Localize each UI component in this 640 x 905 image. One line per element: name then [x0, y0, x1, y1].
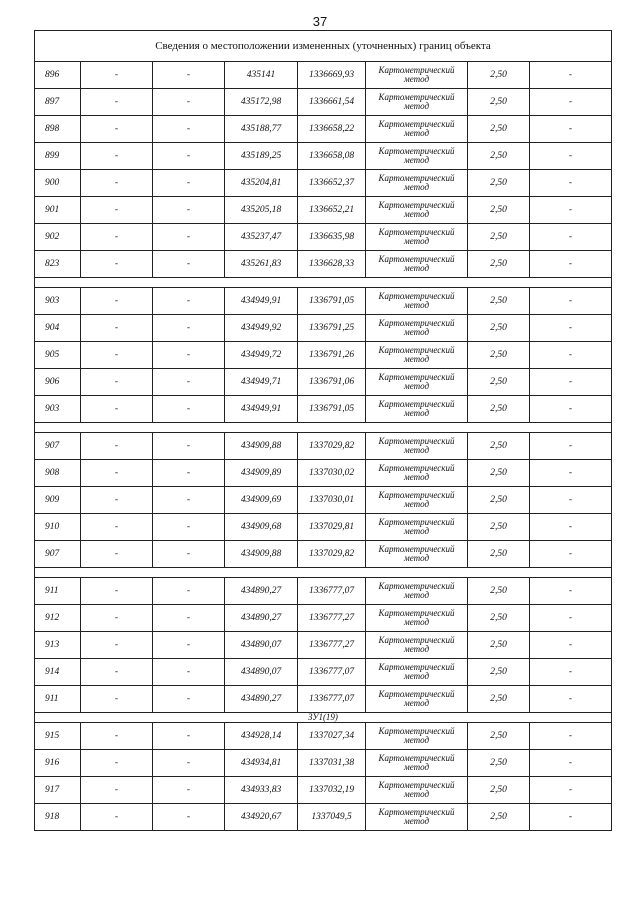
table-row: [35, 315, 612, 342]
accuracy-cell: 2,50: [468, 170, 530, 197]
x-coordinate: 434934,81: [225, 750, 298, 777]
table-row: [35, 251, 612, 278]
description-cell: -: [530, 62, 612, 89]
point-number: 901: [35, 197, 81, 224]
old-y-cell: -: [153, 143, 225, 170]
table-row: [35, 750, 612, 777]
accuracy-cell: 2,50: [468, 632, 530, 659]
y-coordinate: 1337030,01: [298, 487, 366, 514]
description-cell: -: [530, 659, 612, 686]
y-coordinate: 1336791,05: [298, 288, 366, 315]
x-coordinate: 434909,68: [225, 514, 298, 541]
accuracy-cell: 2,50: [468, 224, 530, 251]
old-x-cell: -: [81, 804, 153, 831]
x-coordinate: 434920,67: [225, 804, 298, 831]
old-y-cell: -: [153, 804, 225, 831]
y-coordinate: 1336635,98: [298, 224, 366, 251]
y-coordinate: 1336658,22: [298, 116, 366, 143]
accuracy-cell: 2,50: [468, 460, 530, 487]
old-y-cell: -: [153, 396, 225, 423]
description-cell: -: [530, 750, 612, 777]
old-x-cell: -: [81, 143, 153, 170]
old-x-cell: -: [81, 288, 153, 315]
description-cell: -: [530, 116, 612, 143]
table-row: [35, 632, 612, 659]
old-x-cell: -: [81, 777, 153, 804]
old-y-cell: -: [153, 578, 225, 605]
table-row: [35, 723, 612, 750]
method-cell: Картометрический метод: [366, 605, 468, 632]
page-number: 37: [312, 14, 328, 29]
description-cell: -: [530, 224, 612, 251]
method-cell: Картометрический метод: [366, 342, 468, 369]
table-row: [35, 369, 612, 396]
method-cell: Картометрический метод: [366, 433, 468, 460]
point-number: 910: [35, 514, 81, 541]
table-row: [35, 342, 612, 369]
point-number: 902: [35, 224, 81, 251]
description-cell: -: [530, 723, 612, 750]
point-number: 907: [35, 433, 81, 460]
description-cell: -: [530, 342, 612, 369]
x-coordinate: 435141: [225, 62, 298, 89]
y-coordinate: 1337032,19: [298, 777, 366, 804]
accuracy-cell: 2,50: [468, 487, 530, 514]
point-number: 911: [35, 578, 81, 605]
old-x-cell: -: [81, 578, 153, 605]
method-cell: Картометрический метод: [366, 288, 468, 315]
y-coordinate: 1336652,37: [298, 170, 366, 197]
table-row: [35, 686, 612, 713]
x-coordinate: 434928,14: [225, 723, 298, 750]
old-x-cell: -: [81, 62, 153, 89]
table-row: [35, 170, 612, 197]
y-coordinate: 1336791,05: [298, 396, 366, 423]
group-separator-row: [35, 423, 612, 433]
old-y-cell: -: [153, 541, 225, 568]
point-number: 907: [35, 541, 81, 568]
accuracy-cell: 2,50: [468, 89, 530, 116]
old-x-cell: -: [81, 89, 153, 116]
method-cell: Картометрический метод: [366, 487, 468, 514]
old-y-cell: -: [153, 315, 225, 342]
old-x-cell: -: [81, 632, 153, 659]
old-x-cell: -: [81, 116, 153, 143]
method-cell: Картометрический метод: [366, 723, 468, 750]
x-coordinate: 434933,83: [225, 777, 298, 804]
method-cell: Картометрический метод: [366, 143, 468, 170]
table-row: [35, 62, 612, 89]
x-coordinate: 435204,81: [225, 170, 298, 197]
accuracy-cell: 2,50: [468, 777, 530, 804]
accuracy-cell: 2,50: [468, 288, 530, 315]
point-number: 914: [35, 659, 81, 686]
old-y-cell: -: [153, 116, 225, 143]
point-number: 903: [35, 288, 81, 315]
table-row: [35, 197, 612, 224]
table-row: [35, 804, 612, 831]
old-x-cell: -: [81, 514, 153, 541]
y-coordinate: 1337031,38: [298, 750, 366, 777]
old-y-cell: -: [153, 777, 225, 804]
method-cell: Картометрический метод: [366, 460, 468, 487]
description-cell: -: [530, 369, 612, 396]
table-row: [35, 460, 612, 487]
table-row: [35, 578, 612, 605]
method-cell: Картометрический метод: [366, 659, 468, 686]
description-cell: -: [530, 605, 612, 632]
description-cell: -: [530, 514, 612, 541]
old-y-cell: -: [153, 170, 225, 197]
old-y-cell: -: [153, 632, 225, 659]
accuracy-cell: 2,50: [468, 514, 530, 541]
method-cell: Картометрический метод: [366, 578, 468, 605]
group-label-row: [35, 713, 612, 723]
old-x-cell: -: [81, 686, 153, 713]
x-coordinate: 434890,27: [225, 578, 298, 605]
table-row: [35, 89, 612, 116]
description-cell: -: [530, 197, 612, 224]
old-x-cell: -: [81, 487, 153, 514]
boundary-table-container: [34, 30, 611, 831]
x-coordinate: 435205,18: [225, 197, 298, 224]
y-coordinate: 1337049,5: [298, 804, 366, 831]
accuracy-cell: 2,50: [468, 315, 530, 342]
old-y-cell: -: [153, 686, 225, 713]
group-separator: [35, 568, 612, 578]
x-coordinate: 434949,71: [225, 369, 298, 396]
method-cell: Картометрический метод: [366, 89, 468, 116]
point-number: 823: [35, 251, 81, 278]
table-row: [35, 487, 612, 514]
description-cell: -: [530, 315, 612, 342]
table-row: [35, 541, 612, 568]
y-coordinate: 1336661,54: [298, 89, 366, 116]
y-coordinate: 1336777,27: [298, 632, 366, 659]
x-coordinate: 434890,07: [225, 659, 298, 686]
table-row: [35, 659, 612, 686]
point-number: 912: [35, 605, 81, 632]
old-x-cell: -: [81, 251, 153, 278]
point-number: 900: [35, 170, 81, 197]
point-number: 909: [35, 487, 81, 514]
y-coordinate: 1337029,81: [298, 514, 366, 541]
old-x-cell: -: [81, 605, 153, 632]
y-coordinate: 1336652,21: [298, 197, 366, 224]
group-separator: [35, 278, 612, 288]
table-row: [35, 777, 612, 804]
point-number: 906: [35, 369, 81, 396]
table-row: [35, 514, 612, 541]
method-cell: Картометрический метод: [366, 315, 468, 342]
x-coordinate: 434949,91: [225, 396, 298, 423]
accuracy-cell: 2,50: [468, 396, 530, 423]
description-cell: -: [530, 541, 612, 568]
x-coordinate: 434909,69: [225, 487, 298, 514]
old-y-cell: -: [153, 197, 225, 224]
x-coordinate: 434909,88: [225, 433, 298, 460]
accuracy-cell: 2,50: [468, 433, 530, 460]
x-coordinate: 435189,25: [225, 143, 298, 170]
description-cell: -: [530, 777, 612, 804]
x-coordinate: 435261,83: [225, 251, 298, 278]
x-coordinate: 434949,92: [225, 315, 298, 342]
description-cell: -: [530, 143, 612, 170]
accuracy-cell: 2,50: [468, 143, 530, 170]
group-separator: [35, 423, 612, 433]
table-row: [35, 605, 612, 632]
method-cell: Картометрический метод: [366, 170, 468, 197]
description-cell: -: [530, 170, 612, 197]
table-title: Сведения о местоположении измененных (уточненных) границ объекта: [35, 31, 612, 62]
old-y-cell: -: [153, 251, 225, 278]
old-y-cell: -: [153, 487, 225, 514]
old-x-cell: -: [81, 315, 153, 342]
x-coordinate: 434909,88: [225, 541, 298, 568]
method-cell: Картометрический метод: [366, 116, 468, 143]
x-coordinate: 434890,27: [225, 605, 298, 632]
point-number: 918: [35, 804, 81, 831]
method-cell: Картометрический метод: [366, 804, 468, 831]
accuracy-cell: 2,50: [468, 251, 530, 278]
group-separator-row: [35, 568, 612, 578]
old-y-cell: -: [153, 62, 225, 89]
old-x-cell: -: [81, 396, 153, 423]
accuracy-cell: 2,50: [468, 723, 530, 750]
y-coordinate: 1336777,27: [298, 605, 366, 632]
old-x-cell: -: [81, 750, 153, 777]
description-cell: -: [530, 578, 612, 605]
accuracy-cell: 2,50: [468, 197, 530, 224]
y-coordinate: 1336777,07: [298, 578, 366, 605]
point-number: 913: [35, 632, 81, 659]
old-y-cell: -: [153, 605, 225, 632]
method-cell: Картометрический метод: [366, 541, 468, 568]
accuracy-cell: 2,50: [468, 686, 530, 713]
old-x-cell: -: [81, 723, 153, 750]
old-y-cell: -: [153, 89, 225, 116]
method-cell: Картометрический метод: [366, 396, 468, 423]
accuracy-cell: 2,50: [468, 804, 530, 831]
description-cell: -: [530, 288, 612, 315]
old-y-cell: -: [153, 224, 225, 251]
x-coordinate: 434949,72: [225, 342, 298, 369]
old-y-cell: -: [153, 433, 225, 460]
table-row: [35, 143, 612, 170]
description-cell: -: [530, 396, 612, 423]
old-x-cell: -: [81, 342, 153, 369]
old-y-cell: -: [153, 460, 225, 487]
old-x-cell: -: [81, 170, 153, 197]
point-number: 898: [35, 116, 81, 143]
y-coordinate: 1336777,07: [298, 686, 366, 713]
point-number: 911: [35, 686, 81, 713]
method-cell: Картометрический метод: [366, 686, 468, 713]
table-row: [35, 433, 612, 460]
accuracy-cell: 2,50: [468, 116, 530, 143]
method-cell: Картометрический метод: [366, 62, 468, 89]
description-cell: -: [530, 251, 612, 278]
y-coordinate: 1337029,82: [298, 541, 366, 568]
group-label: ЗУ1(19): [35, 713, 612, 723]
table-header-row: [35, 31, 612, 62]
y-coordinate: 1336777,07: [298, 659, 366, 686]
point-number: 899: [35, 143, 81, 170]
description-cell: -: [530, 487, 612, 514]
old-x-cell: -: [81, 433, 153, 460]
table-row: [35, 288, 612, 315]
point-number: 915: [35, 723, 81, 750]
method-cell: Картометрический метод: [366, 197, 468, 224]
method-cell: Картометрический метод: [366, 750, 468, 777]
y-coordinate: 1336791,06: [298, 369, 366, 396]
x-coordinate: 434890,27: [225, 686, 298, 713]
method-cell: Картометрический метод: [366, 251, 468, 278]
y-coordinate: 1336791,26: [298, 342, 366, 369]
description-cell: -: [530, 433, 612, 460]
point-number: 896: [35, 62, 81, 89]
description-cell: -: [530, 686, 612, 713]
old-y-cell: -: [153, 288, 225, 315]
y-coordinate: 1337030,02: [298, 460, 366, 487]
method-cell: Картометрический метод: [366, 632, 468, 659]
y-coordinate: 1336658,08: [298, 143, 366, 170]
accuracy-cell: 2,50: [468, 659, 530, 686]
y-coordinate: 1336791,25: [298, 315, 366, 342]
y-coordinate: 1337029,82: [298, 433, 366, 460]
accuracy-cell: 2,50: [468, 541, 530, 568]
table-row: [35, 396, 612, 423]
x-coordinate: 435172,98: [225, 89, 298, 116]
old-x-cell: -: [81, 659, 153, 686]
accuracy-cell: 2,50: [468, 369, 530, 396]
point-number: 917: [35, 777, 81, 804]
accuracy-cell: 2,50: [468, 605, 530, 632]
old-y-cell: -: [153, 342, 225, 369]
x-coordinate: 434949,91: [225, 288, 298, 315]
old-x-cell: -: [81, 460, 153, 487]
boundary-table: [34, 30, 612, 831]
point-number: 903: [35, 396, 81, 423]
old-x-cell: -: [81, 369, 153, 396]
accuracy-cell: 2,50: [468, 578, 530, 605]
old-y-cell: -: [153, 723, 225, 750]
old-x-cell: -: [81, 197, 153, 224]
method-cell: Картометрический метод: [366, 369, 468, 396]
accuracy-cell: 2,50: [468, 750, 530, 777]
point-number: 916: [35, 750, 81, 777]
old-y-cell: -: [153, 659, 225, 686]
old-y-cell: -: [153, 369, 225, 396]
old-y-cell: -: [153, 514, 225, 541]
method-cell: Картометрический метод: [366, 777, 468, 804]
y-coordinate: 1337027,34: [298, 723, 366, 750]
y-coordinate: 1336669,93: [298, 62, 366, 89]
x-coordinate: 434890,07: [225, 632, 298, 659]
point-number: 897: [35, 89, 81, 116]
accuracy-cell: 2,50: [468, 342, 530, 369]
description-cell: -: [530, 460, 612, 487]
x-coordinate: 435188,77: [225, 116, 298, 143]
method-cell: Картометрический метод: [366, 224, 468, 251]
point-number: 904: [35, 315, 81, 342]
point-number: 908: [35, 460, 81, 487]
old-x-cell: -: [81, 541, 153, 568]
method-cell: Картометрический метод: [366, 514, 468, 541]
description-cell: -: [530, 89, 612, 116]
x-coordinate: 434909,89: [225, 460, 298, 487]
old-y-cell: -: [153, 750, 225, 777]
y-coordinate: 1336628,33: [298, 251, 366, 278]
table-row: [35, 116, 612, 143]
description-cell: -: [530, 632, 612, 659]
table-row: [35, 224, 612, 251]
point-number: 905: [35, 342, 81, 369]
old-x-cell: -: [81, 224, 153, 251]
accuracy-cell: 2,50: [468, 62, 530, 89]
description-cell: -: [530, 804, 612, 831]
group-separator-row: [35, 278, 612, 288]
x-coordinate: 435237,47: [225, 224, 298, 251]
